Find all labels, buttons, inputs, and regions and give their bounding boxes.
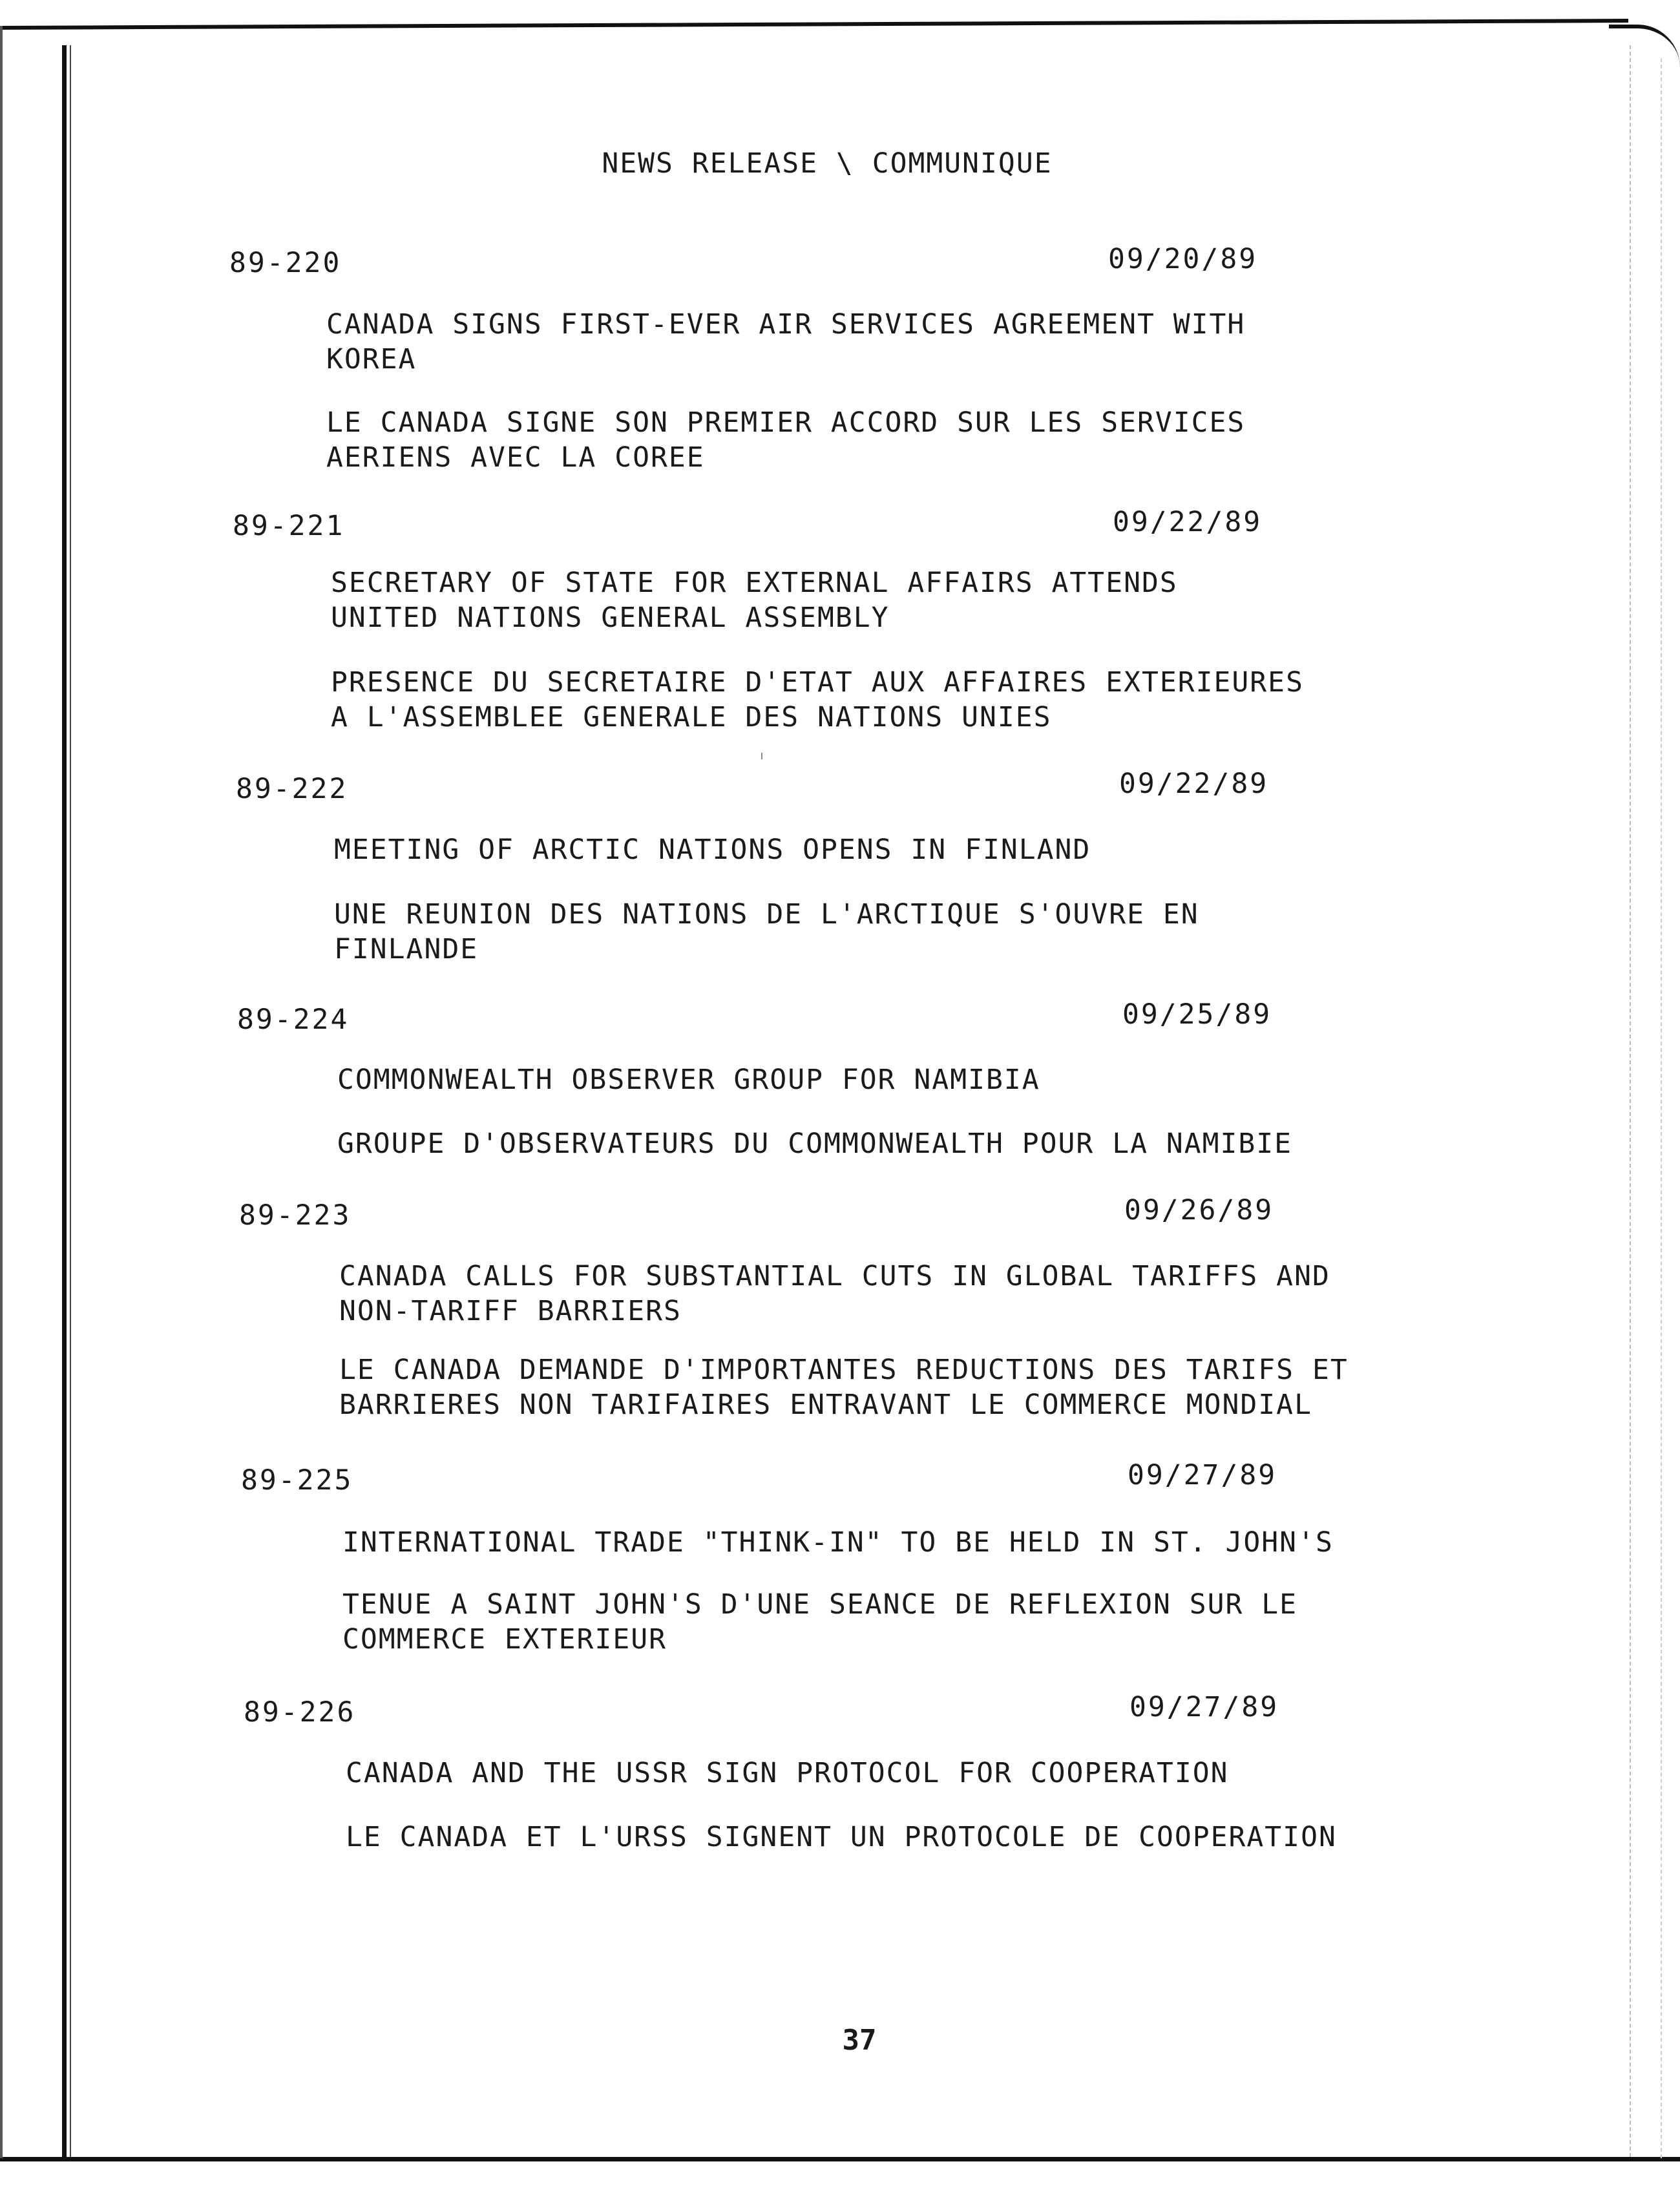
page-border-right-outer <box>1661 58 1662 2158</box>
page-border-left-inner <box>70 45 71 2157</box>
french-title: LE CANADA SIGNE SON PREMIER ACCORD SUR LES SERVICES AERIENS AVEC LA COREE <box>326 406 1246 474</box>
release-number: 89-223 <box>239 1199 352 1232</box>
release-number: 89-220 <box>229 247 342 279</box>
release-number: 89-222 <box>236 773 348 805</box>
page-border-left <box>62 45 67 2157</box>
release-date: 09/20/89 <box>1108 243 1258 275</box>
release-date: 09/27/89 <box>1128 1459 1277 1491</box>
release-number: 89-226 <box>244 1696 356 1729</box>
page-border-bottom <box>0 2157 1680 2161</box>
release-date: 09/22/89 <box>1119 768 1269 800</box>
release-date: 09/22/89 <box>1113 506 1263 538</box>
release-date: 09/25/89 <box>1122 998 1272 1031</box>
french-title: TENUE A SAINT JOHN'S D'UNE SEANCE DE REFLEXION SUR LE COMMERCE EXTERIEUR <box>342 1588 1298 1656</box>
english-title: CANADA AND THE USSR SIGN PROTOCOL FOR COOPERATION <box>346 1757 1229 1789</box>
page-number: 37 <box>842 2024 877 2057</box>
french-title: GROUPE D'OBSERVATEURS DU COMMONWEALTH POUR LA NAMIBIE <box>337 1128 1293 1160</box>
page-heading: NEWS RELEASE \ COMMUNIQUE <box>602 147 1053 180</box>
english-title: MEETING OF ARCTIC NATIONS OPENS IN FINLAND <box>334 834 1091 866</box>
page-border-top <box>0 19 1628 30</box>
english-title: SECRETARY OF STATE FOR EXTERNAL AFFAIRS ATTENDS UNITED NATIONS GENERAL ASSEMBLY <box>331 567 1178 634</box>
release-number: 89-225 <box>241 1464 353 1497</box>
french-title: UNE REUNION DES NATIONS DE L'ARCTIQUE S'OUVRE EN FINLANDE <box>334 898 1199 965</box>
english-title: CANADA CALLS FOR SUBSTANTIAL CUTS IN GLOBAL TARIFFS AND NON-TARIFF BARRIERS <box>339 1260 1330 1327</box>
english-title: INTERNATIONAL TRADE "THINK-IN" TO BE HELD IN ST. JOHN'S <box>342 1526 1334 1559</box>
page-border-right <box>1630 45 1631 2157</box>
page-border-corner <box>1609 25 1680 67</box>
scan-speck <box>761 753 762 759</box>
release-number: 89-221 <box>233 510 345 542</box>
french-title: LE CANADA DEMANDE D'IMPORTANTES REDUCTIONS DES TARIFS ET BARRIERES NON TARIFAIRES ENTRAVANT LE COMMERCE MONDIAL <box>339 1354 1349 1421</box>
french-title: PRESENCE DU SECRETAIRE D'ETAT AUX AFFAIRES EXTERIEURES A L'ASSEMBLEE GENERALE DES NATIONS UNIES <box>331 666 1304 733</box>
page-border-left-outer <box>0 26 3 2158</box>
english-title: CANADA SIGNS FIRST-EVER AIR SERVICES AGREEMENT WITH KOREA <box>326 308 1246 375</box>
release-number: 89-224 <box>237 1004 350 1036</box>
french-title: LE CANADA ET L'URSS SIGNENT UN PROTOCOLE DE COOPERATION <box>346 1821 1337 1853</box>
release-date: 09/26/89 <box>1124 1194 1274 1226</box>
english-title: COMMONWEALTH OBSERVER GROUP FOR NAMIBIA <box>337 1064 1040 1096</box>
release-date: 09/27/89 <box>1129 1691 1279 1723</box>
